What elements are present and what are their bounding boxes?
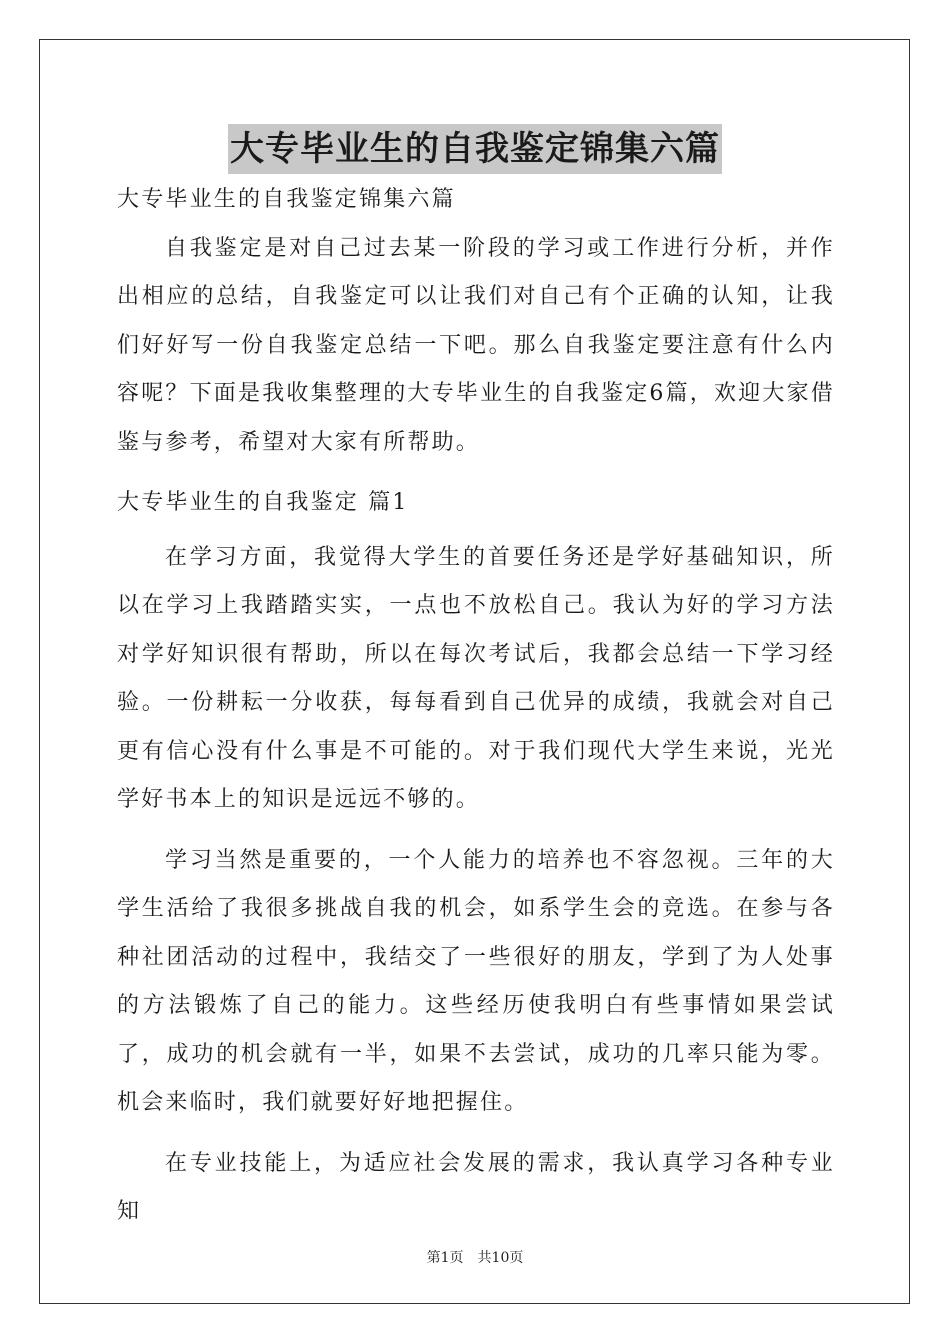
body-paragraph-ability: 学习当然是重要的，一个人能力的培养也不容忽视。三年的大学生活给了我很多挑战自我的机会，如系学生会的竞选。在参与各种社团活动的过程中，我结交了一些很好的朋友，学到了为人处事的方法锻炼了自己的能力。这些经历使我明白有些事情如果尝试了，成功的机会就有一半，如果不去尝试，成功的几率只能为零。机会来临时，我们就要好好地把握住。	[117, 847, 835, 1115]
document-body	[117, 176, 835, 1237]
body-paragraph-skills: 在专业技能上，为适应社会发展的需求，我认真学习各种专业知	[117, 1150, 835, 1224]
page-number: 第1页	[426, 1250, 464, 1266]
section-heading: 大专毕业生的自我鉴定 篇1	[117, 490, 409, 515]
document-title: 大专毕业生的自我鉴定锦集六篇	[228, 124, 722, 174]
body-paragraph-study: 在学习方面，我觉得大学生的首要任务还是学好基础知识，所以在学习上我踏踏实实，一点也不放松自己。我认为好的学习方法对学好知识很有帮助，所以在每次考试后，我都会总结一下学习经验。一份耕耘一分收获，每每看到自己优异的成绩，我就会对自己更有信心没有什么事是不可能的。对于我们现代大学生来说，光光学好书本上的知识是远远不够的。	[117, 544, 835, 812]
page-footer	[0, 1247, 950, 1267]
page-total: 共10页	[477, 1250, 524, 1266]
title-container	[0, 124, 950, 174]
subtitle-line: 大专毕业生的自我鉴定锦集六篇	[117, 187, 456, 212]
intro-paragraph: 自我鉴定是对自己过去某一阶段的学习或工作进行分析，并作出相应的总结，自我鉴定可以让我们对自己有个正确的认知，让我们好好写一份自我鉴定总结一下吧。那么自我鉴定要注意有什么内容呢？下面是我收集整理的大专毕业生的自我鉴定6篇，欢迎大家借鉴与参考，希望对大家有所帮助。	[117, 235, 835, 455]
